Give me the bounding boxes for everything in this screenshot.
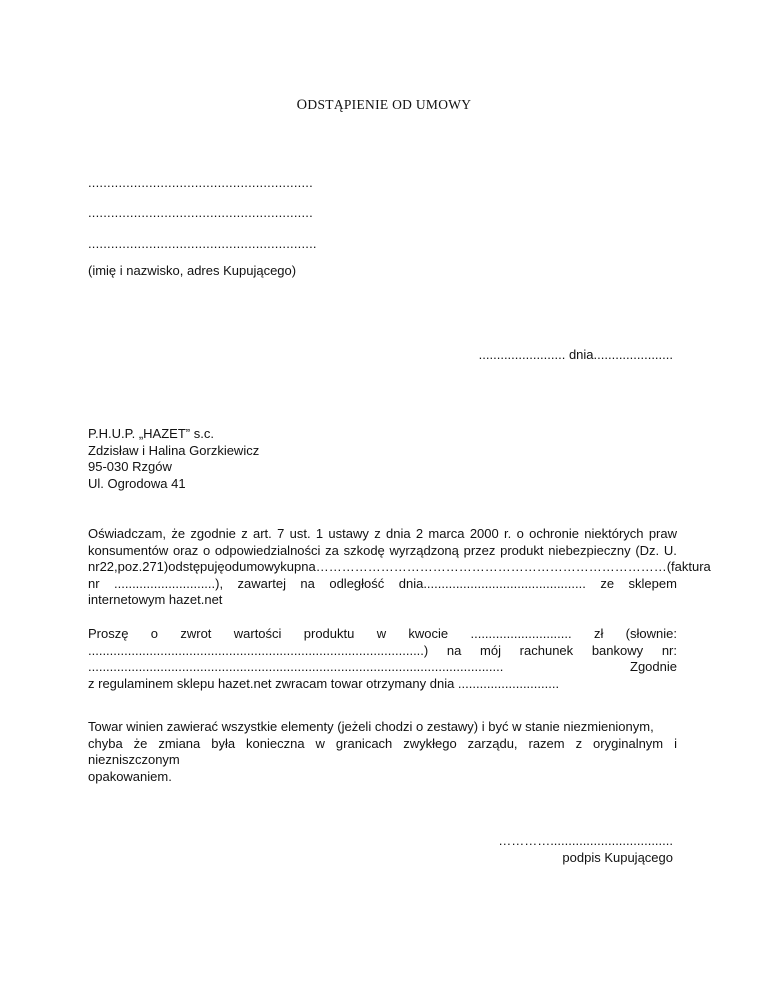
seller-postal-city: 95-030 Rzgów xyxy=(88,459,172,474)
buyer-line-2: ........................................................... xyxy=(88,205,313,220)
condition-line: Towar winien zawierać wszystkie elementy (jeżeli chodzi o zestawy) i być w stanie niezmienionym, xyxy=(88,719,654,734)
buyer-line-1: ........................................................... xyxy=(88,175,313,190)
refund-line: .............................................................................................) na mój rachunek bankowy nr: xyxy=(88,642,677,658)
buyer-line-3: ............................................................ xyxy=(88,236,317,251)
condition-paragraph xyxy=(88,719,677,785)
refund-line: Proszę o zwrot wartości produktu w kwocie ............................ zł (słownie: xyxy=(88,626,677,641)
declaration-line: nr ............................), zawartej na odległość dnia............................................. ze sklepem xyxy=(88,575,677,591)
declaration-line: internetowym hazet.net xyxy=(88,592,223,607)
condition-line: opakowaniem. xyxy=(88,768,172,784)
seller-owners: Zdzisław i Halina Gorzkiewicz xyxy=(88,442,260,458)
signature-label: podpis Kupującego xyxy=(562,850,673,865)
document-title xyxy=(0,97,768,114)
seller-name: P.H.U.P. „HAZET” s.c. xyxy=(88,426,214,441)
refund-line: ................................................................................................................... Zgodnie xyxy=(88,659,677,674)
buyer-caption: (imię i nazwisko, adres Kupującego) xyxy=(88,263,297,278)
refund-paragraph xyxy=(88,626,677,692)
date-line: ........................ dnia...................... xyxy=(478,347,673,362)
condition-line: chyba że zmiana była konieczna w granicach zwykłego zarządu, razem z oryginalnym i niezniszczonym xyxy=(88,735,677,767)
declaration-line: nr 22, poz. 271) odstępuję od umowy kupna ……………………………………………………………………… (faktura xyxy=(88,559,711,574)
declaration-paragraph xyxy=(88,526,711,609)
title-rest: DSTĄPIENIE OD UMOWY xyxy=(307,97,472,112)
declaration-line: konsumentów oraz o odpowiedzialności za szkodę wyrządzoną przez produkt niebezpieczny (Dz. U. xyxy=(88,542,677,558)
seller-street: Ul. Ogrodowa 41 xyxy=(88,475,186,491)
signature-line: ………….................................. xyxy=(498,833,673,848)
refund-line: z regulaminem sklepu hazet.net zwracam towar otrzymany dnia ............................ xyxy=(88,675,560,691)
title-first-letter: O xyxy=(296,97,308,113)
seller-address xyxy=(88,426,259,492)
declaration-line: Oświadczam, że zgodnie z art. 7 ust. 1 ustawy z dnia 2 marca 2000 r. o ochronie niektórych praw xyxy=(88,526,677,541)
